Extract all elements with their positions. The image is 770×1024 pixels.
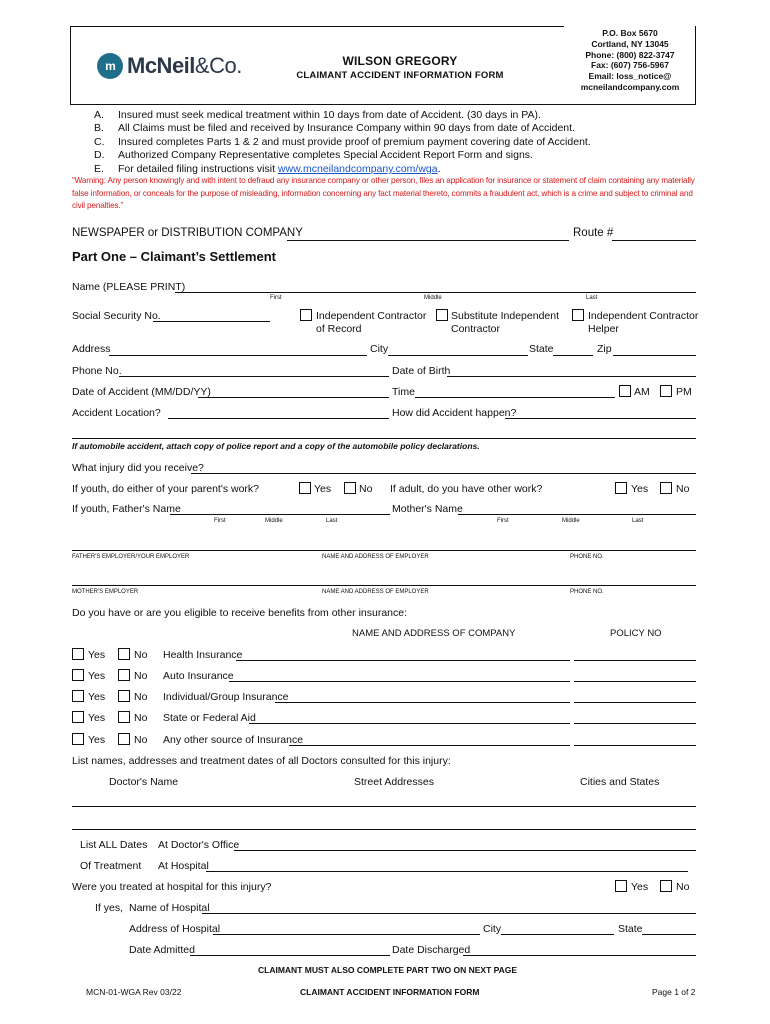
logo-text [127, 53, 242, 79]
other-insurance-question: Do you have or are you eligible to receive benefits from other insurance: [72, 607, 408, 619]
hospital-state-label: State [618, 923, 643, 935]
contact-fax: Fax: (607) 756-5967 [591, 60, 669, 71]
insurance-company-field[interactable] [236, 660, 570, 661]
doctor-name-column: Doctor's Name [109, 776, 179, 788]
route-label: Route # [573, 227, 614, 239]
father-last-caption: Last [326, 518, 338, 524]
dob-field[interactable] [447, 376, 696, 377]
instruction-text-tail: . [437, 163, 441, 175]
mother-name-label: Mother's Name [392, 503, 463, 515]
address-label: Address [72, 343, 111, 355]
father-name-field[interactable] [170, 514, 390, 515]
insurance-type-label: Auto Insurance [163, 670, 234, 682]
hospital-name-field[interactable] [202, 913, 696, 914]
insurance-policy-field[interactable] [574, 723, 696, 724]
yes-label: Yes [631, 483, 649, 495]
of-treatment-label: Of Treatment [80, 860, 142, 872]
father-employer-field[interactable] [72, 550, 696, 551]
contractor-of-record-checkbox[interactable] [300, 309, 312, 321]
time-label: Time [392, 386, 415, 398]
instruction-letter: C. [94, 136, 105, 148]
city-label: City [370, 343, 389, 355]
mother-employer-field[interactable] [72, 585, 696, 586]
employer-address-caption: NAME AND ADDRESS OF EMPLOYER [322, 554, 429, 560]
parents-work-yes-checkbox[interactable] [299, 482, 311, 494]
hospital-city-label: City [483, 923, 502, 935]
group-yes-checkbox[interactable] [72, 690, 84, 702]
company-column-header: NAME AND ADDRESS OF COMPANY [352, 628, 516, 639]
yes-label: Yes [631, 881, 649, 893]
instruction-letter: D. [94, 149, 105, 161]
pm-checkbox[interactable] [660, 385, 672, 397]
dob-label: Date of Birth [392, 365, 451, 377]
no-label: No [676, 881, 690, 893]
how-field-line2[interactable] [72, 438, 696, 439]
location-label: Accident Location? [72, 407, 161, 419]
am-checkbox[interactable] [619, 385, 631, 397]
part-two-note: CLAIMANT MUST ALSO COMPLETE PART TWO ON NEXT PAGE [258, 965, 518, 975]
injury-field[interactable] [191, 473, 696, 474]
hospital-city-field[interactable] [501, 934, 614, 935]
parents-work-no-checkbox[interactable] [344, 482, 356, 494]
name-last-caption: Last [586, 295, 598, 301]
office-dates-field[interactable] [234, 850, 696, 851]
company-logo [97, 53, 242, 79]
adult-other-work-label: If adult, do you have other work? [390, 483, 543, 495]
yes-label: Yes [88, 734, 106, 746]
contact-email-domain: mcneilandcompany.com [580, 81, 680, 92]
yes-label: Yes [88, 670, 106, 682]
hospital-question: Were you treated at hospital for this injury? [72, 881, 272, 893]
instruction-text [118, 163, 441, 175]
insurance-type-label: Individual/Group Insurance [163, 691, 289, 703]
state-label: State [529, 343, 554, 355]
form-title-company: WILSON GREGORY [342, 54, 458, 68]
yes-label: Yes [88, 649, 106, 661]
insurance-company-field[interactable] [249, 723, 570, 724]
employer-phone-caption: PHONE NO. [570, 554, 604, 560]
instruction-letter: E. [94, 163, 104, 175]
at-office-label: At Doctor's Office [158, 839, 240, 851]
mother-employer-caption: MOTHER'S EMPLOYER [72, 589, 139, 595]
how-field[interactable] [505, 418, 696, 419]
doctor-entry-field[interactable] [72, 829, 696, 830]
footer-title: CLAIMANT ACCIDENT INFORMATION FORM [300, 987, 480, 997]
father-employer-caption: FATHER'S EMPLOYER/YOUR EMPLOYER [72, 554, 190, 560]
instruction-text-lead: For detailed filing instructions visit [118, 163, 278, 175]
substitute-contractor-checkbox[interactable] [436, 309, 448, 321]
employer-phone-caption: PHONE NO. [570, 589, 604, 595]
employer-address-caption: NAME AND ADDRESS OF EMPLOYER [322, 589, 429, 595]
contact-email: Email: loss_notice@ [588, 71, 672, 82]
insurance-company-field[interactable] [275, 702, 570, 703]
route-field[interactable] [612, 240, 696, 241]
insurance-policy-field[interactable] [574, 681, 696, 682]
company-field[interactable] [287, 240, 569, 241]
date-discharged-field[interactable] [463, 955, 696, 956]
name-middle-caption: Middle [424, 295, 442, 301]
contact-info [564, 28, 696, 93]
insurance-company-field[interactable] [229, 681, 570, 682]
instruction-letter: B. [94, 122, 104, 134]
aid-no-checkbox[interactable] [118, 711, 130, 723]
if-yes-label: If yes, [95, 902, 124, 914]
father-first-caption: First [214, 518, 226, 524]
insurance-policy-field[interactable] [574, 702, 696, 703]
no-label: No [359, 483, 373, 495]
other-source-no-checkbox[interactable] [118, 733, 130, 745]
mother-first-caption: First [497, 518, 509, 524]
ssn-label: Social Security No. [72, 310, 161, 322]
other-source-yes-checkbox[interactable] [72, 733, 84, 745]
doa-field[interactable] [198, 397, 389, 398]
company-label: NEWSPAPER or DISTRIBUTION COMPANY [72, 227, 303, 239]
phone-label: Phone No. [72, 365, 122, 377]
ssn-field[interactable] [153, 321, 270, 322]
auto-accident-note: If automobile accident, attach copy of police report and a copy of the automobile policy declarations. [72, 441, 480, 451]
insurance-type-label: Health Insurance [163, 649, 243, 661]
group-no-checkbox[interactable] [118, 690, 130, 702]
insurance-policy-field[interactable] [574, 660, 696, 661]
form-title: CLAIMANT ACCIDENT INFORMATION FORM [296, 70, 504, 81]
father-name-label: If youth, Father's Name [72, 503, 181, 515]
contractor-helper-checkbox[interactable] [572, 309, 584, 321]
part-one-heading: Part One – Claimant’s Settlement [72, 249, 276, 264]
yes-label: Yes [88, 712, 106, 724]
yes-label: Yes [88, 691, 106, 703]
contractor-of-record-label [316, 310, 426, 336]
father-middle-caption: Middle [265, 518, 283, 524]
mother-last-caption: Last [632, 518, 644, 524]
hospital-name-label: Name of Hospital [129, 902, 210, 914]
other-work-yes-checkbox[interactable] [615, 482, 627, 494]
substitute-contractor-label [451, 310, 559, 336]
instruction-text: Insured must seek medical treatment within 10 days from date of Accident. (30 days in PA). [118, 109, 541, 121]
yes-label: Yes [314, 483, 332, 495]
date-admitted-field[interactable] [190, 955, 390, 956]
hospital-no-checkbox[interactable] [660, 880, 672, 892]
hospital-yes-checkbox[interactable] [615, 880, 627, 892]
hospital-state-field[interactable] [642, 934, 696, 935]
city-field[interactable] [388, 355, 528, 356]
no-label: No [134, 712, 148, 724]
option-line: Contractor [451, 323, 501, 335]
instruction-text: All Claims must be filed and received by Insurance Company within 90 days from date of Accident. [118, 122, 575, 134]
no-label: No [134, 670, 148, 682]
phone-field[interactable] [119, 376, 389, 377]
contact-phone: Phone: (800) 822-3747 [585, 49, 675, 60]
list-dates-label: List ALL Dates [80, 839, 148, 851]
health-no-checkbox[interactable] [118, 648, 130, 660]
zip-label: Zip [597, 343, 612, 355]
hospital-address-label: Address of Hospital [129, 923, 221, 935]
how-label: How did Accident happen? [392, 407, 517, 419]
auto-no-checkbox[interactable] [118, 669, 130, 681]
city-state-column: Cities and States [580, 776, 660, 788]
doa-label: Date of Accident (MM/DD/YY) [72, 386, 211, 398]
insurance-company-field[interactable] [289, 745, 570, 746]
policy-column-header: POLICY NO [610, 628, 662, 639]
instruction-text: Insured completes Parts 1 & 2 and must provide proof of premium payment covering date of Accident. [118, 136, 591, 148]
name-label: Name (PLEASE PRINT) [72, 281, 186, 293]
pm-label: PM [676, 386, 692, 398]
contact-po-box: P.O. Box 5670 [602, 28, 658, 38]
logo-mark-icon: m [97, 53, 123, 79]
address-field[interactable] [109, 355, 367, 356]
state-field[interactable] [553, 355, 593, 356]
time-field[interactable] [415, 397, 615, 398]
option-line: Helper [588, 323, 619, 335]
name-field[interactable] [175, 292, 696, 293]
mother-name-field[interactable] [458, 514, 696, 515]
option-line: Independent Contractor [588, 310, 699, 322]
doctor-entry-field[interactable] [72, 806, 696, 807]
name-first-caption: First [270, 295, 282, 301]
no-label: No [134, 691, 148, 703]
auto-yes-checkbox[interactable] [72, 669, 84, 681]
logo-brand-suffix: &Co. [194, 53, 242, 78]
doctors-question: List names, addresses and treatment dates of all Doctors consulted for this injury: [72, 755, 451, 767]
option-line: Substitute Independent [451, 310, 560, 322]
other-work-no-checkbox[interactable] [660, 482, 672, 494]
am-label: AM [634, 386, 650, 398]
date-admitted-label: Date Admitted [129, 944, 195, 956]
contractor-helper-label [588, 310, 698, 336]
no-label: No [134, 649, 148, 661]
insurance-type-label: Any other source of Insurance [163, 734, 304, 746]
zip-field[interactable] [613, 355, 696, 356]
insurance-policy-field[interactable] [574, 745, 696, 746]
at-hospital-label: At Hospital [158, 860, 209, 872]
contact-city: Cortland, NY 13045 [591, 38, 669, 49]
option-line: of Record [316, 323, 362, 335]
instruction-text: Authorized Company Representative completes Special Accident Report Form and signs. [118, 149, 533, 161]
mother-middle-caption: Middle [562, 518, 580, 524]
option-line: Independent Contractor [316, 310, 427, 322]
logo-brand: McNeil [127, 53, 195, 78]
page-number: Page 1 of 2 [652, 987, 696, 997]
injury-label: What injury did you receive? [72, 462, 204, 474]
location-field[interactable] [168, 418, 389, 419]
no-label: No [676, 483, 690, 495]
form-code: MCN-01-WGA Rev 03/22 [86, 987, 182, 997]
hospital-address-field[interactable] [213, 934, 480, 935]
no-label: No [134, 734, 148, 746]
date-discharged-label: Date Discharged [392, 944, 471, 956]
street-address-column: Street Addresses [354, 776, 434, 788]
instruction-letter: A. [94, 109, 104, 121]
filing-instructions-link[interactable]: www.mcneilandcompany.com/wga [277, 163, 438, 175]
youth-parents-work-label: If youth, do either of your parent's work? [72, 483, 260, 495]
fraud-warning: “Warning: Any person knowingly and with intent to defraud any insurance company or other person, files an application for insurance or statement of claim containing any materially false information, or conceals for the purpose of misleading, information concerning any fact material thereto, commits a fraudulent act, which is a crime and subject to criminal and civil penalties.” [72, 176, 695, 210]
health-yes-checkbox[interactable] [72, 648, 84, 660]
hospital-dates-field[interactable] [206, 871, 688, 872]
aid-yes-checkbox[interactable] [72, 711, 84, 723]
insurance-type-label: State or Federal Aid [163, 712, 256, 724]
